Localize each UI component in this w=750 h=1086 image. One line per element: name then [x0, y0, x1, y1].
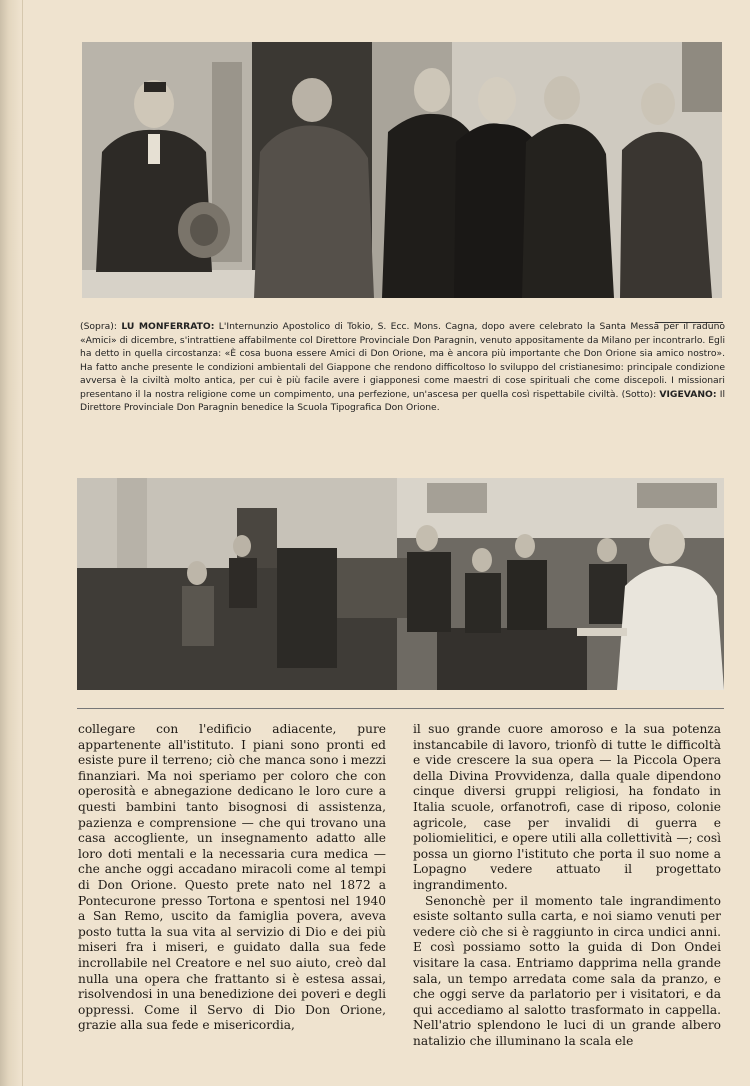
- caption-place-bottom: VIGEVANO:: [659, 388, 717, 400]
- article-rule: [77, 708, 724, 709]
- article-column-right: [413, 722, 721, 1082]
- caption-label-bottom: (Sotto):: [621, 388, 657, 400]
- caption-label-top: (Sopra):: [80, 321, 117, 332]
- photo-vigevano: [77, 478, 724, 690]
- article-paragraph: il suo grande cuore amoroso e la sua potenza instancabile di lavoro, trionfò di tutte le difficoltà e vide crescere la sua opera — la Piccola Opera della Divina Provvidenza, dalla quale dipendono cinque diversi gruppi religiosi, ha fondato in Italia scuole, orfanotrofi, case di riposo, colonie agricole, case per invalidi di guerra e poliomielitici, e opere utili alla collettività —; così possa un giorno l'istituto che porta il suo nome a Lopagno vedere attuato il progettato ingrandimento.: [413, 722, 721, 892]
- article-paragraph: collegare con l'edificio adiacente, pure appartenente all'istituto. I piani sono pronti ed esiste pure il terreno; ciò che manca sono i mezzi finanziari. Ma noi speriamo per coloro che con operosità e abnegazione dedicano le loro cure a questi bambini tanto bisognosi di assistenza, pazienza e comprensione — che qui trovano una casa accogliente, un insegnamento adatto alle loro doti mentali e la necessaria cura medica — che anche oggi accadano miracoli come al tempi di Don Orione. Questo prete nato nel 1872 a Pontecurone presso Tortona e spentosi nel 1940 a San Remo, uscito da famiglia povera, aveva posto tutta la sua vita al servizio di Dio e dei più miseri fra i miseri, e guidato dalla sua fede incrollabile nel Creatore e nel suo aiuto, creò dal nulla una opera che frattanto si è estesa assai, risolvendosi in una benedizione dei poveri e degli oppressi. Come il Servo di Dio Don Orione, grazie alla sua fede e misericordia,: [78, 722, 386, 1033]
- photo-lu-monferrato: [82, 42, 722, 298]
- book-gutter: [0, 0, 23, 1086]
- caption-place-top: LU MONFERRATO:: [121, 321, 215, 332]
- caption-text-top: L'Internunzio Apostolico di Tokio, S. Ecc. Mons. Cagna, dopo avere celebrato la Santa Messa per il raduno «Amici» di dicembre, s'intrattiene affabilmente col Direttore Provinciale Don Paragnin, venuto appositamente da Milano per incontrarlo. Egli ha detto in quella circostanza: «È cosa buona essere Amici di Don Orione, ma è ancora più importante che Don Orione sia amico nostro». Ha fatto anche presente le condizioni ambientali del Giappone che rendono difficoltoso lo sviluppo del cristianesimo: principale condizione avversa è la civiltà molto antica, per cui è più facile avere i giapponesi come maestri di cose spirituali che come discepoli. I missionari presentano il la nostra religione come un compimento, una perfezione, un'ascesa per quella così rispettabile civiltà.: [80, 321, 725, 400]
- caption-text-bottom: Il Direttore Provinciale Don Paragnin benedice la Scuola Tipografica Don Orione.: [80, 388, 725, 413]
- article-paragraph: Senonchè per il momento tale ingrandimento esiste soltanto sulla carta, e noi siamo venuti per vedere ciò che si è raggiunto in circa undici anni. E così possiamo sotto la guida di Don Ondei visitare la casa. Entriamo dapprima nella grande sala, un tempo arredata come sala da pranzo, e che oggi serve da parlatorio per i visitatori, e da qui accediamo al salotto trasformato in cappella. Nell'atrio splendono le luci di un grande albero natalizio che illuminano la scala ele: [413, 893, 721, 1048]
- article-column-left: [78, 722, 386, 1082]
- photo-caption: [80, 320, 725, 456]
